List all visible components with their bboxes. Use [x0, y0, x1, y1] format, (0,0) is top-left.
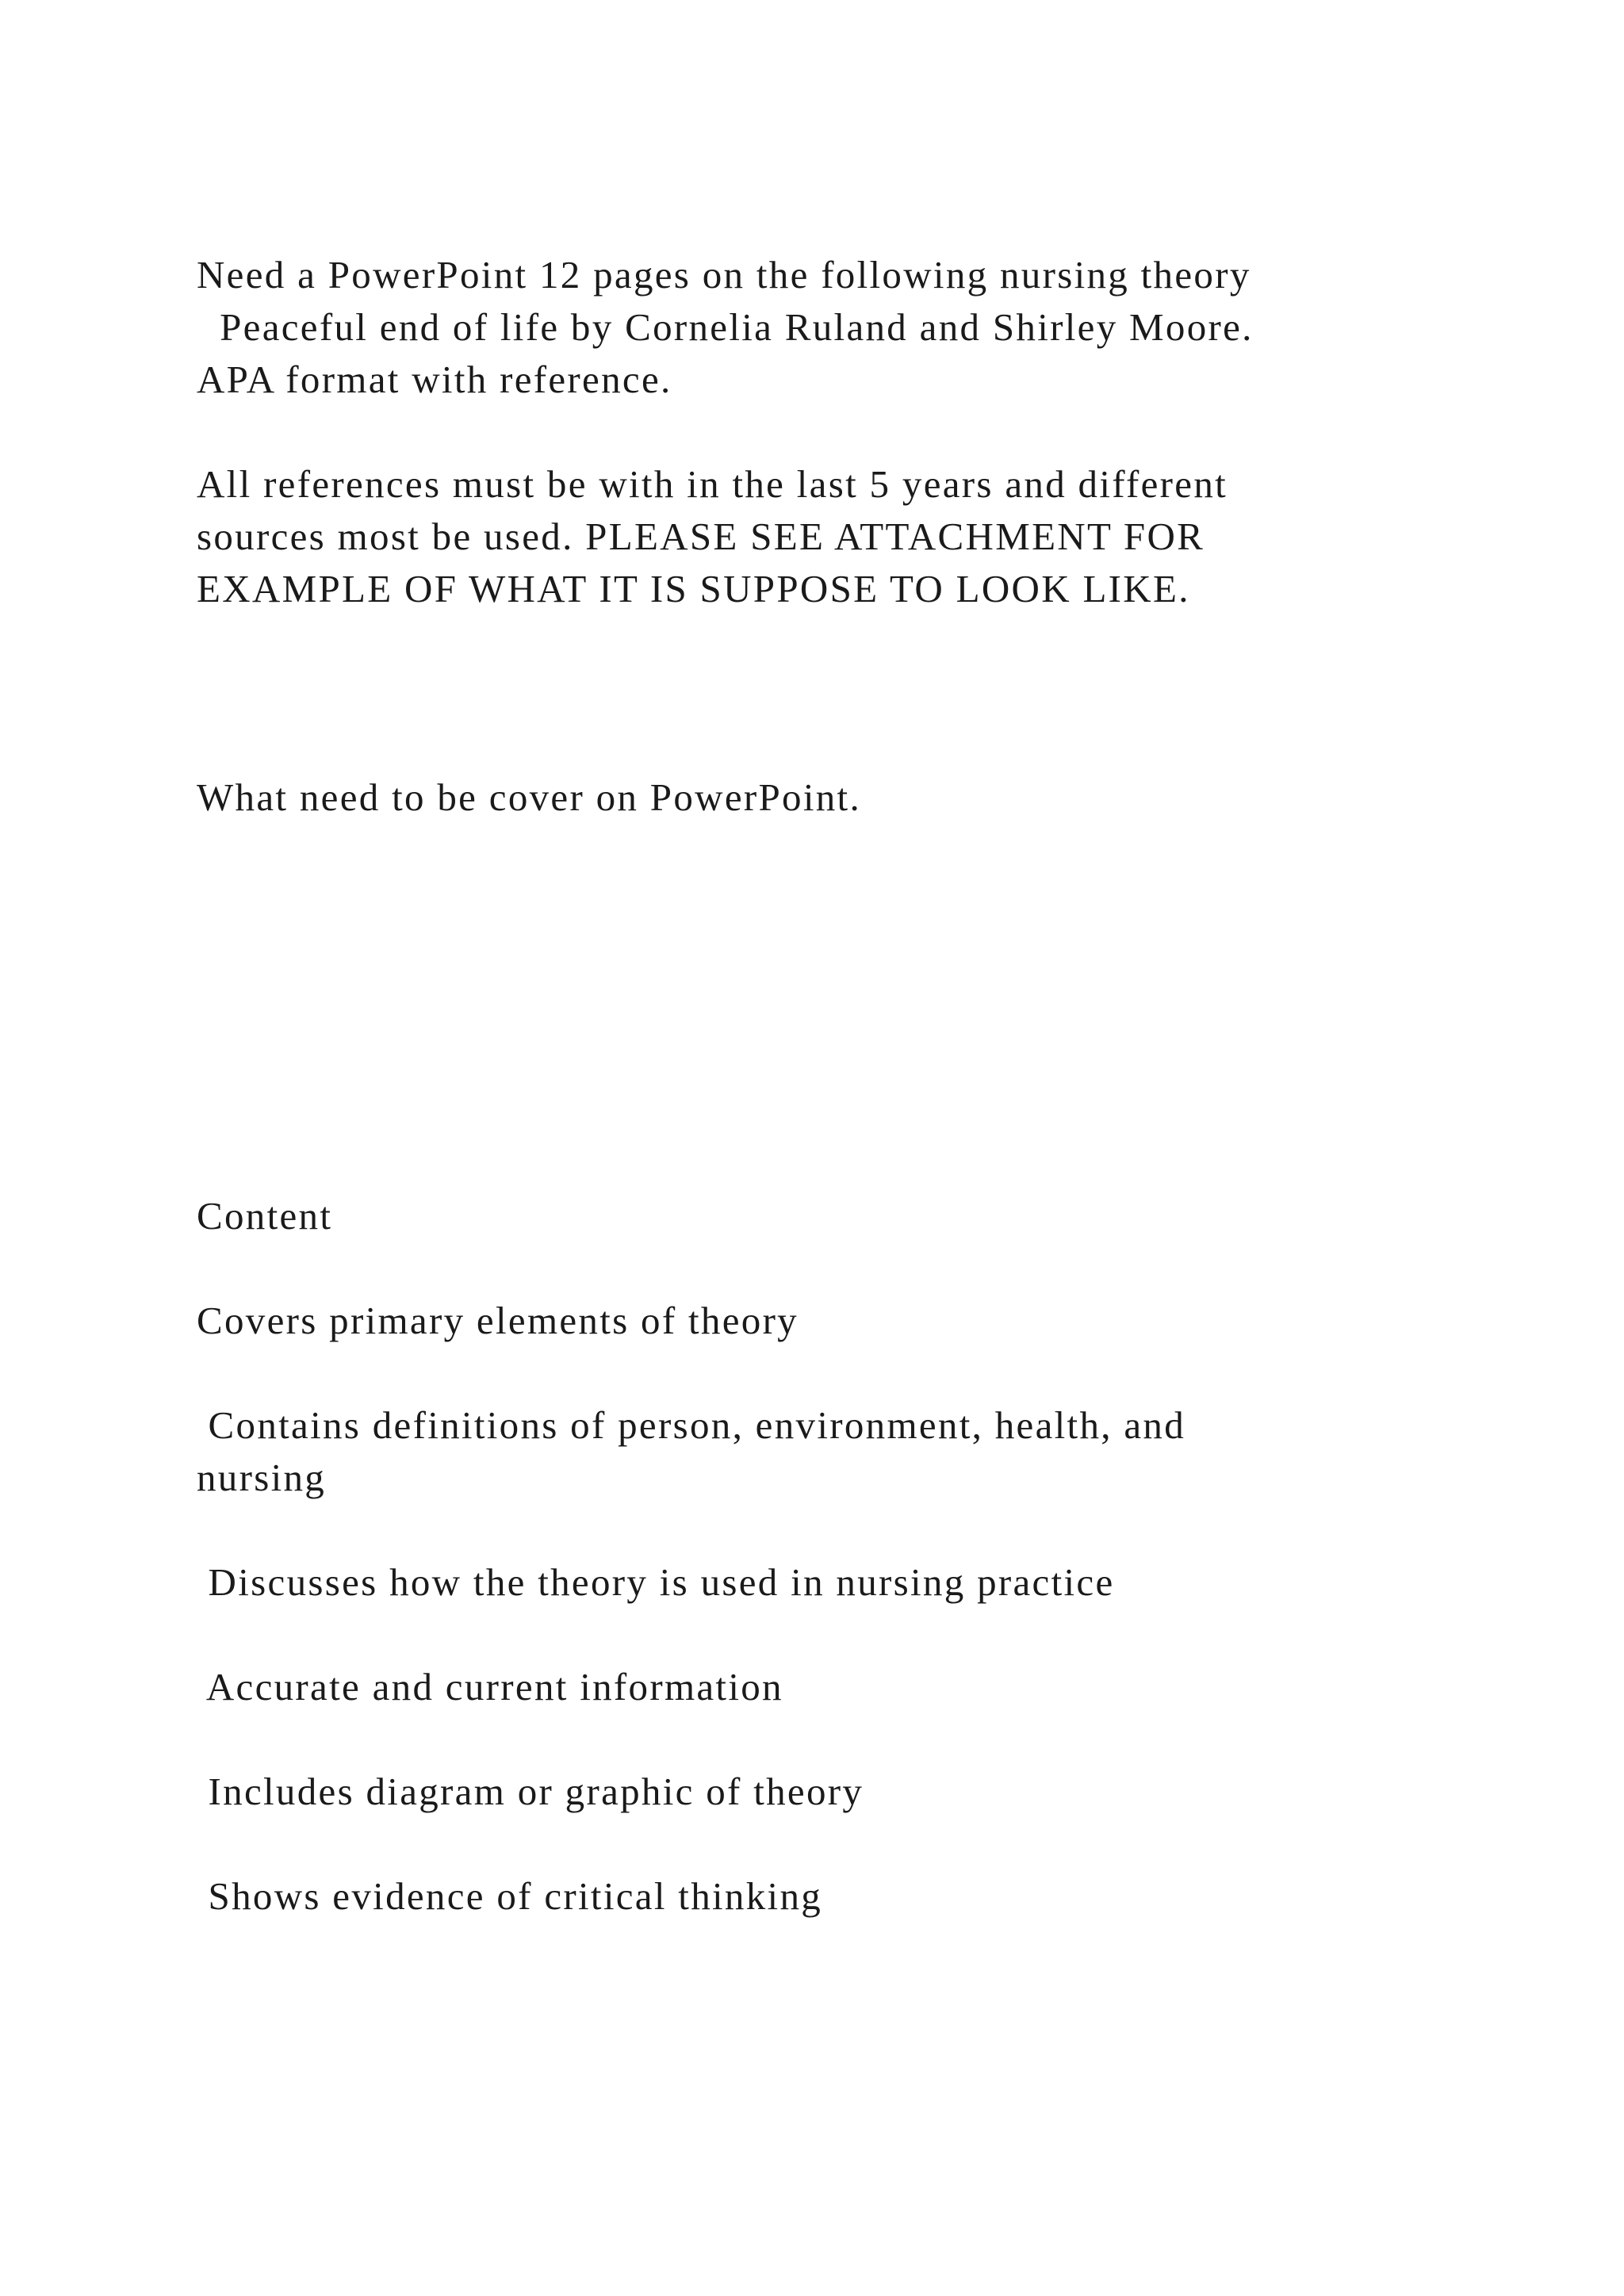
cover-heading: What need to be cover on PowerPoint. — [197, 775, 862, 819]
criteria-item-practice: Discusses how the theory is used in nursing practice — [197, 1560, 1115, 1604]
criteria-item-diagram: Includes diagram or graphic of theory — [197, 1770, 864, 1813]
criteria-item-definitions: Contains definitions of person, environment, health, and — [197, 1403, 1185, 1447]
intro-line-2: Peaceful end of life by Cornelia Ruland and Shirley Moore. — [197, 305, 1254, 349]
requirements-line-3: EXAMPLE OF WHAT IT IS SUPPOSE TO LOOK LIKE. — [197, 567, 1190, 610]
criteria-item-definitions-cont: nursing — [197, 1456, 327, 1499]
intro-line-3: APA format with reference. — [197, 358, 672, 401]
intro-line-1: Need a PowerPoint 12 pages on the following nursing theory — [197, 253, 1251, 297]
content-heading: Content — [197, 1194, 333, 1238]
criteria-item-accurate: Accurate and current information — [197, 1665, 783, 1709]
criteria-item-critical-thinking: Shows evidence of critical thinking — [197, 1874, 823, 1918]
criteria-item-primary-elements: Covers primary elements of theory — [197, 1299, 799, 1342]
requirements-line-2: sources most be used. PLEASE SEE ATTACHMENT FOR — [197, 515, 1205, 558]
requirements-line-1: All references must be with in the last 5 years and different — [197, 462, 1228, 506]
